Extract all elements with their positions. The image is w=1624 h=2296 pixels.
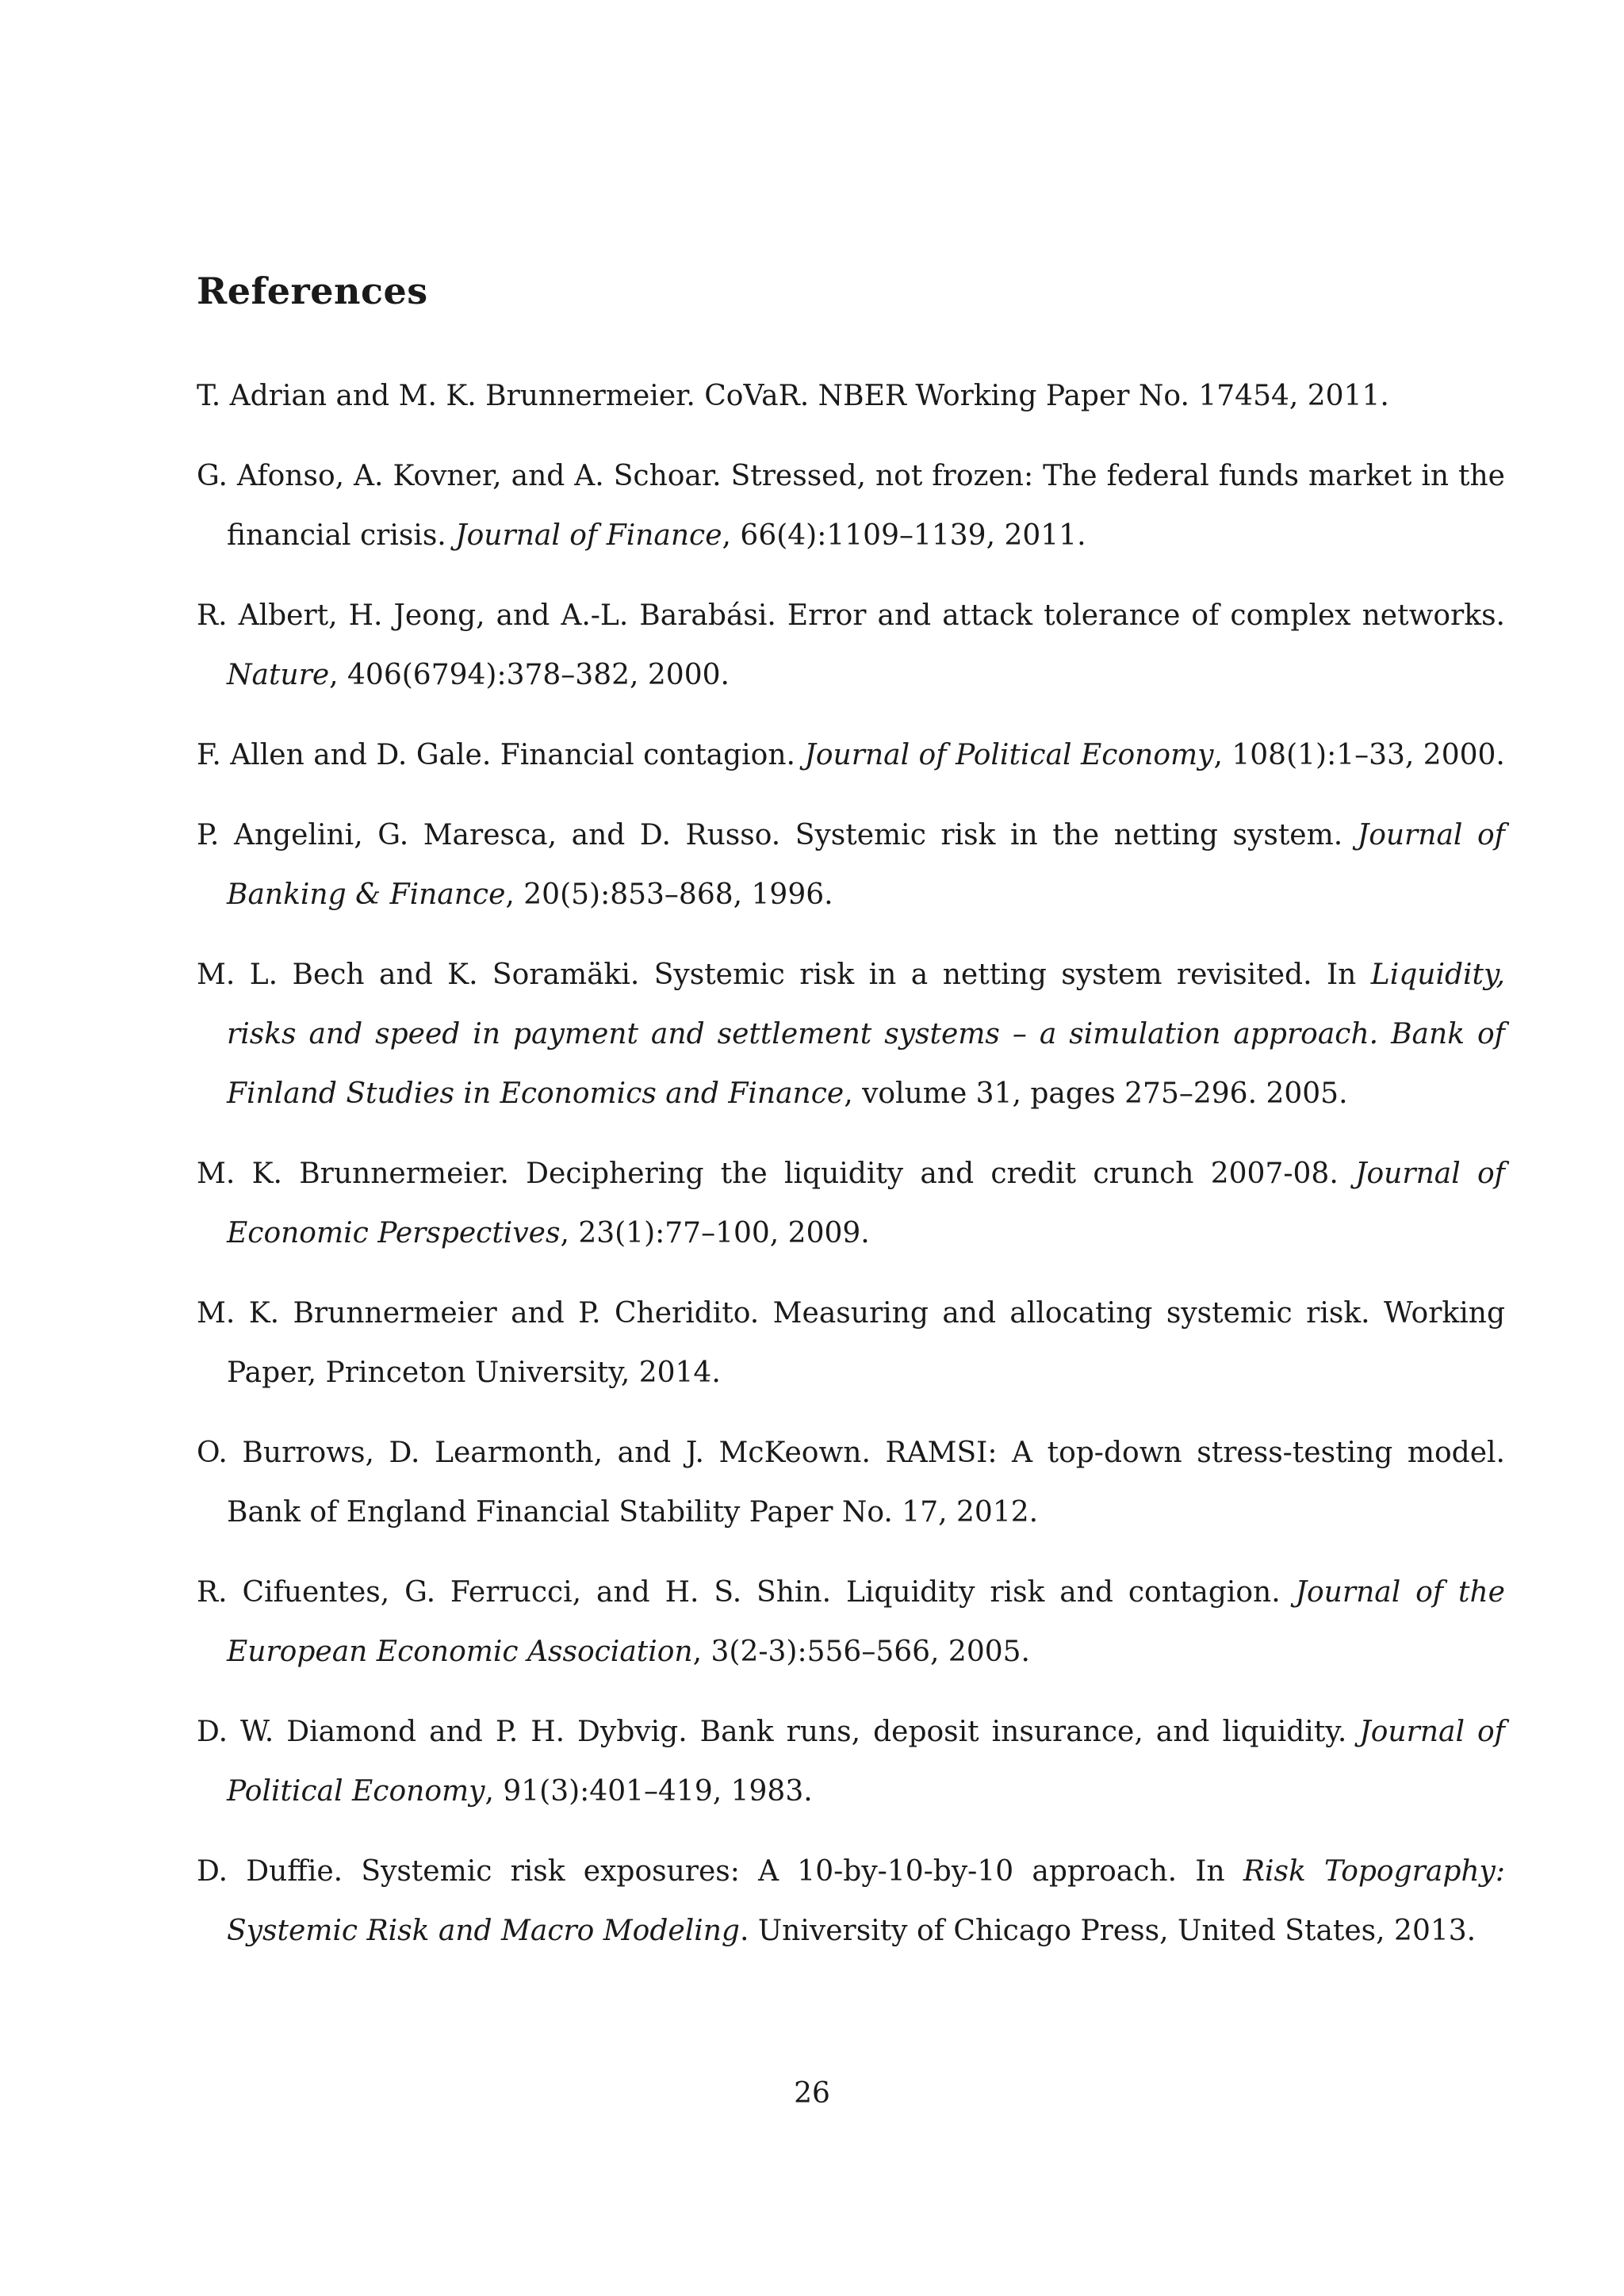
reference-text: M. K. Brunnermeier and P. Cheridito. Measuring and allocating systemic risk. Working Paper, Princeton University, 2014. — [197, 1297, 1505, 1389]
reference-entry — [197, 446, 1505, 565]
reference-venue: Journal of the European Economic Association — [227, 1576, 1505, 1668]
reference-details: , 3(2-3):556–566, 2005. — [692, 1636, 1030, 1668]
reference-details: , 406(6794):378–382, 2000. — [329, 659, 730, 691]
reference-venue: Risk Topography: Systemic Risk and Macro Modeling — [227, 1855, 1506, 1947]
reference-text: R. Albert, H. Jeong, and A.-L. Barabási. Error and attack tolerance of complex networks. — [197, 599, 1505, 632]
reference-details: , 108(1):1–33, 2000. — [1213, 739, 1505, 771]
reference-entry — [197, 1842, 1505, 1961]
reference-entry — [197, 1702, 1505, 1821]
reference-entry — [197, 806, 1505, 924]
reference-text: D. Duffie. Systemic risk exposures: A 10-by-10-by-10 approach. In — [197, 1855, 1243, 1888]
reference-text: O. Burrows, D. Learmonth, and J. McKeown. RAMSI: A top-down stress-testing model. Bank of England Financial Stability Paper No. 17, 2012. — [197, 1437, 1505, 1529]
reference-venue: Journal of Finance — [455, 519, 722, 552]
reference-entry — [197, 1284, 1505, 1402]
reference-text: G. Afonso, A. Kovner, and A. Schoar. Stressed, not frozen: The federal funds market in the financial crisis. — [197, 460, 1505, 552]
reference-details: , volume 31, pages 275–296. 2005. — [844, 1077, 1348, 1110]
reference-details: . University of Chicago Press, United States, 2013. — [739, 1915, 1477, 1947]
reference-details: , 20(5):853–868, 1996. — [505, 878, 833, 911]
reference-entry — [197, 1563, 1505, 1682]
reference-venue: Journal of Economic Perspectives — [227, 1158, 1505, 1249]
reference-text: T. Adrian and M. K. Brunnermeier. CoVaR. NBER Working Paper No. 17454, 2011. — [197, 380, 1389, 412]
reference-entry — [197, 1144, 1505, 1263]
reference-entry — [197, 1423, 1505, 1542]
reference-venue: Journal of Political Economy — [804, 739, 1214, 771]
reference-entry — [197, 366, 1505, 426]
page-number: 26 — [794, 2077, 830, 2110]
reference-entry — [197, 945, 1505, 1123]
reference-details: , 91(3):401–419, 1983. — [485, 1775, 813, 1808]
reference-text: M. K. Brunnermeier. Deciphering the liquidity and credit crunch 2007-08. — [197, 1158, 1356, 1190]
reference-entry — [197, 586, 1505, 705]
reference-details: , 23(1):77–100, 2009. — [560, 1217, 870, 1249]
reference-venue: Nature — [227, 659, 330, 691]
reference-venue: Journal of Political Economy — [227, 1716, 1505, 1808]
reference-venue: Liquidity, risks and speed in payment and settlement systems – a simulation approach. Bank of Finland Studies in Economics and Finance — [227, 959, 1505, 1110]
reference-text: P. Angelini, G. Maresca, and D. Russo. Systemic risk in the netting system. — [197, 819, 1358, 851]
reference-text: M. L. Bech and K. Soramäki. Systemic risk in a netting system revisited. In — [197, 959, 1371, 991]
reference-text: R. Cifuentes, G. Ferrucci, and H. S. Shin. Liquidity risk and contagion. — [197, 1576, 1296, 1609]
reference-text: F. Allen and D. Gale. Financial contagion. — [197, 739, 805, 771]
reference-list — [197, 366, 1505, 1981]
reference-entry — [197, 725, 1505, 785]
reference-details: , 66(4):1109–1139, 2011. — [722, 519, 1086, 552]
reference-venue: Journal of Banking & Finance — [227, 819, 1505, 911]
section-heading: References — [197, 270, 428, 312]
reference-text: D. W. Diamond and P. H. Dybvig. Bank runs, deposit insurance, and liquidity. — [197, 1716, 1360, 1748]
